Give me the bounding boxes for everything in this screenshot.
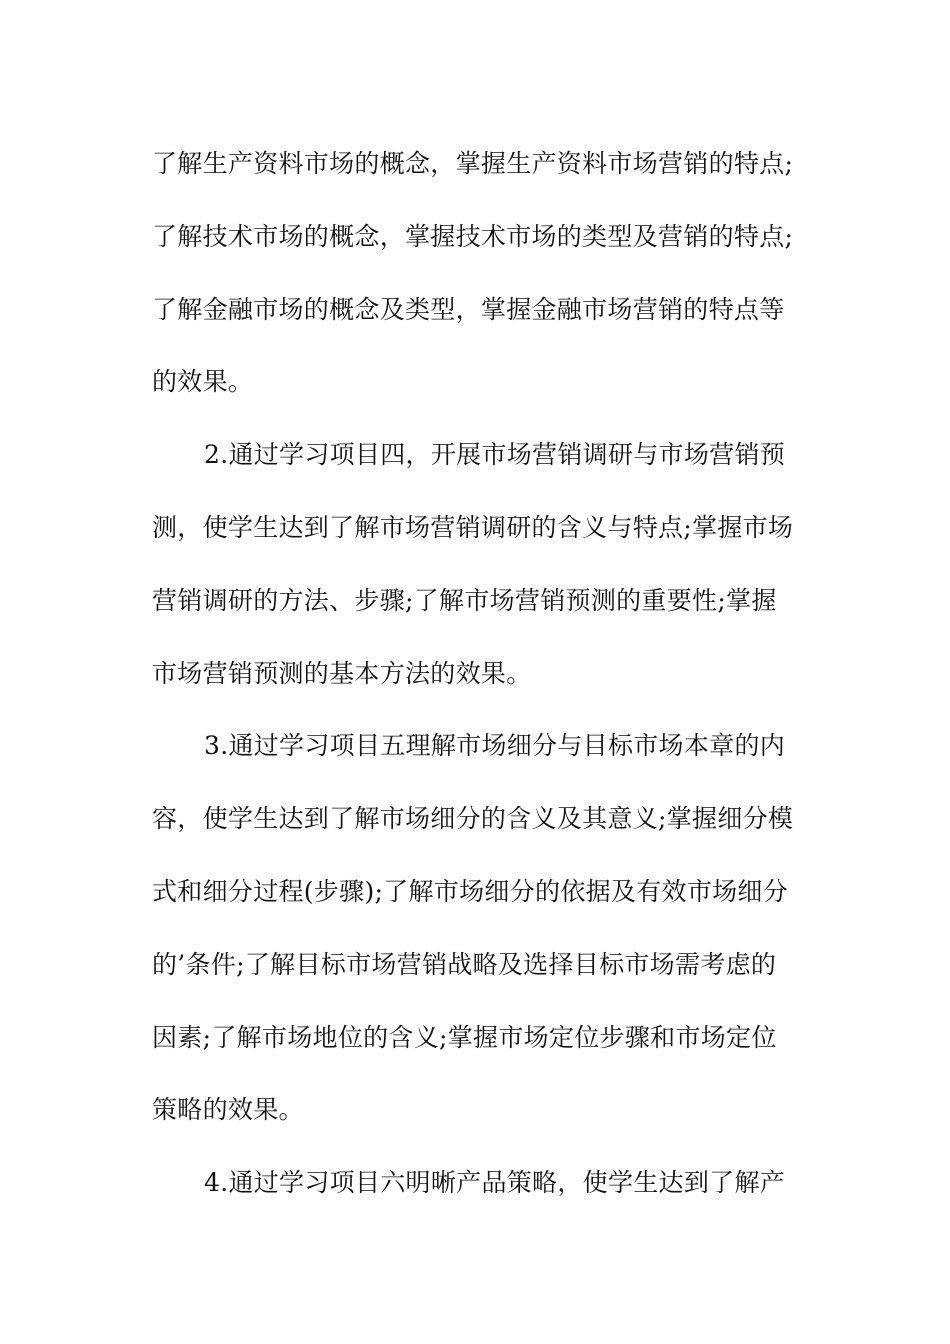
text-line: 了解技术市场的概念，掌握技术市场的类型及营销的特点; [152,221,794,251]
text-line: 营销调研的方法、步骤;了解市场营销预测的重要性;掌握 [152,585,777,615]
text-line: 了解生产资料市场的概念，掌握生产资料市场营销的特点; [152,149,794,178]
text-line: 容，使学生达到了解市场细分的含义及其意义;掌握细分模 [152,804,794,834]
text-line: 的效果。 [152,367,254,397]
text-line: 市场营销预测的基本方法的效果。 [152,658,532,688]
text-line: 测，使学生达到了解市场营销调研的含义与特点;掌握市场 [152,512,794,542]
paragraph-2-start: 2.通过学习项目四，开展市场营销调研与市场营销预 [204,440,786,470]
body-text [152,128,812,1220]
text-line: 式和细分过程(步骤);了解市场细分的依据及有效市场细分 [152,876,789,906]
paragraph-3-start: 3.通过学习项目五理解市场细分与目标市场本章的内 [204,731,786,761]
text-line: 的’条件;了解目标市场营销战略及选择目标市场需考虑的 [152,949,777,979]
text-line: 因素;了解市场地位的含义;掌握市场定位步骤和市场定位 [152,1022,777,1052]
paragraph-4-start: 4.通过学习项目六明晰产品策略，使学生达到了解产 [204,1168,786,1198]
text-line: 了解金融市场的概念及类型，掌握金融市场营销的特点等 [152,294,785,324]
text-line: 策略的效果。 [152,1095,304,1125]
